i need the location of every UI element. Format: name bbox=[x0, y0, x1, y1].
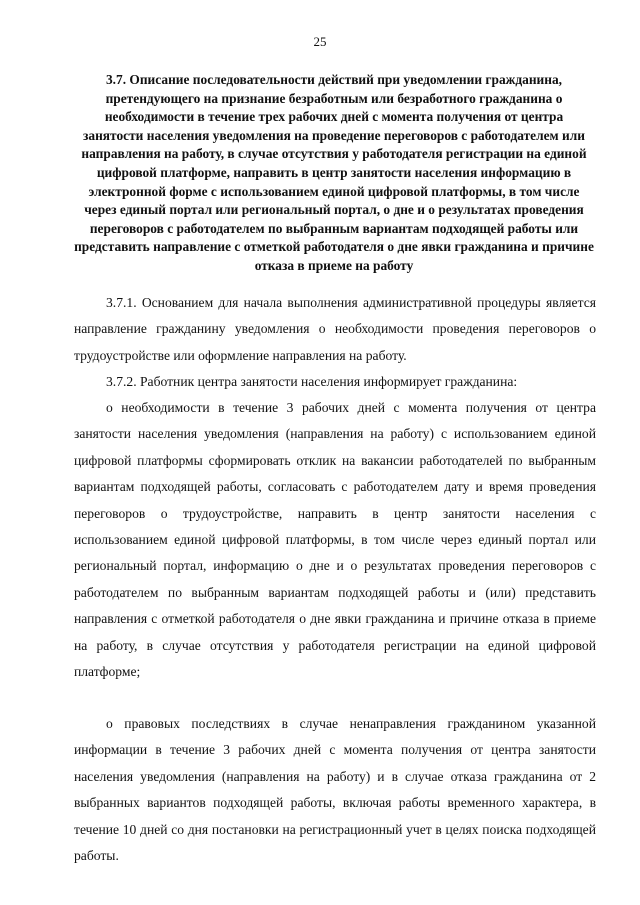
paragraph-3-7-1 bbox=[74, 290, 596, 369]
paragraph-informing-deadline bbox=[74, 395, 596, 685]
page-number: 25 bbox=[313, 34, 327, 49]
paragraph-legal-consequences bbox=[74, 711, 596, 869]
section-heading: 3.7. Описание последовательности действий при уведомлении гражданина, претендующего на признание безработным или безработного гражданина о необходимости в течение трех рабочих дней с момента получения от центра занятости населения уведомления на проведение переговоров с работодателем или направления на работу, в случае отсутствия у работодателя регистрации на единой цифровой платформе, направить в центр занятости населения информацию в электронной форме с использованием единой цифровой платформы, в том числе через единый портал или региональный портал, о дне и о результатах проведения переговоров с работодателем по выбранным вариантам подходящей работы или представить направление с отметкой работодателя о дне явки гражданина и причине отказа в приеме на работу bbox=[74, 72, 594, 273]
paragraph-text: о правовых последствиях в случае ненаправления гражданином указанной информации в течение 3 рабочих дней с момента получения от центра занятости населения уведомления (направления на работу) и в случае отказа гражданина от 2 выбранных вариантов подходящей работы, включая работы временного характера, в течение 10 дней со дня постановки на регистрационный учет в целях поиска подходящей работы. bbox=[74, 716, 596, 864]
paragraph-text: 3.7.1. Основанием для начала выполнения административной процедуры является направление гражданину уведомления о необходимости проведения переговоров о трудоустройстве или оформление направления на работу. bbox=[74, 295, 596, 363]
paragraph-text: 3.7.2. Работник центра занятости населения информирует гражданина: bbox=[106, 374, 518, 389]
paragraph-text: о необходимости в течение 3 рабочих дней с момента получения от центра занятости населения уведомления (направления на работу) с использованием единой цифровой платформы сформировать отклик на вакансии работодателей по выбранным вариантам подходящей работы, согласовать с работодателем дату и время проведения переговоров о трудоустройстве, направить в центр занятости населения с использованием единой цифровой платформы, в том числе через единый портал или региональный портал, информацию о дне и о результатах проведения переговоров с работодателем по выбранным вариантам подходящей работы и (или) представить направления с отметкой работодателя о дне явки гражданина и причине отказа в приеме на работу, в случае отсутствия у работодателя регистрации на единой цифровой платформе; bbox=[74, 400, 596, 680]
paragraph-3-7-2 bbox=[74, 369, 596, 395]
